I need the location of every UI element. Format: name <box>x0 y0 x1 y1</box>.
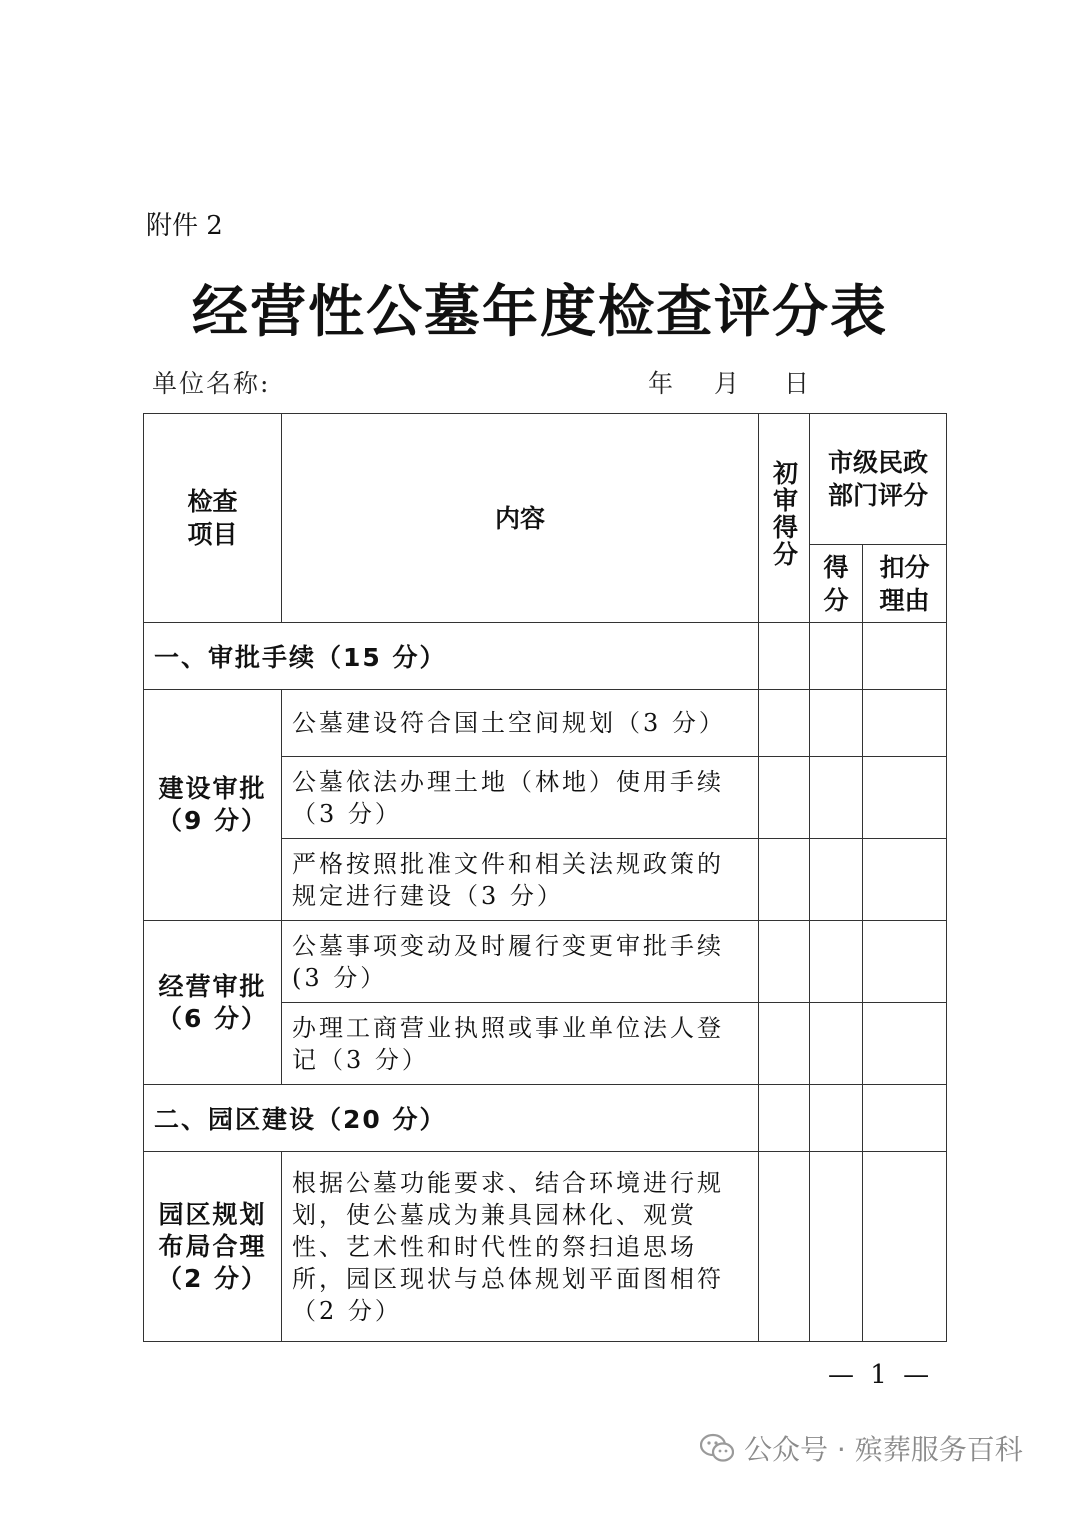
date-month-label: 月 <box>714 369 742 398</box>
score-cell[interactable] <box>810 690 863 757</box>
score-cell[interactable] <box>863 1085 947 1152</box>
wechat-icon <box>700 1433 734 1463</box>
content-cell: 公墓依法办理土地（林地）使用手续（3 分） <box>282 757 759 839</box>
category-cell: 经营审批 （6 分） <box>144 921 282 1085</box>
watermark-text: 公众号 · 殡葬服务百科 <box>744 1433 1023 1466</box>
score-cell[interactable] <box>863 690 947 757</box>
section-title: 二、园区建设（20 分） <box>144 1085 759 1152</box>
score-cell[interactable] <box>863 1152 947 1342</box>
score-cell[interactable] <box>759 623 810 690</box>
score-cell[interactable] <box>810 1003 863 1085</box>
content-cell: 根据公墓功能要求、结合环境进行规划，使公墓成为兼具园林化、观赏性、艺术性和时代性的祭扫追思场所，园区现状与总体规划平面图相符（2 分） <box>282 1152 759 1342</box>
page-number: — 1 — <box>828 1360 934 1390</box>
category-cell: 园区规划 布局合理 （2 分） <box>144 1152 282 1342</box>
score-cell[interactable] <box>810 757 863 839</box>
score-cell[interactable] <box>810 1152 863 1342</box>
score-cell[interactable] <box>759 921 810 1003</box>
header-score: 得 分 <box>810 545 863 623</box>
score-cell[interactable] <box>810 623 863 690</box>
header-city-eval: 市级民政 部门评分 <box>810 414 947 545</box>
score-cell[interactable] <box>759 757 810 839</box>
content-cell: 公墓建设符合国土空间规划（3 分） <box>282 690 759 757</box>
watermark <box>700 1428 1023 1468</box>
score-cell[interactable] <box>863 1003 947 1085</box>
section-row <box>144 1085 947 1152</box>
score-table <box>143 413 947 1342</box>
table-row <box>144 921 947 1003</box>
section-row <box>144 623 947 690</box>
date-day-label: 日 <box>784 369 812 398</box>
header-initial-score: 初审得分 <box>759 414 810 623</box>
score-cell[interactable] <box>863 757 947 839</box>
score-cell[interactable] <box>810 921 863 1003</box>
score-cell[interactable] <box>810 1085 863 1152</box>
score-cell[interactable] <box>863 921 947 1003</box>
content-cell: 严格按照批准文件和相关法规政策的规定进行建设（3 分） <box>282 839 759 921</box>
score-cell[interactable] <box>810 839 863 921</box>
header-deduction: 扣分 理由 <box>863 545 947 623</box>
content-cell: 公墓事项变动及时履行变更审批手续(3 分） <box>282 921 759 1003</box>
score-cell[interactable] <box>863 623 947 690</box>
section-title: 一、审批手续（15 分） <box>144 623 759 690</box>
content-cell: 办理工商营业执照或事业单位法人登记（3 分） <box>282 1003 759 1085</box>
page-title: 经营性公墓年度检查评分表 <box>192 280 888 345</box>
header-item: 检查 项目 <box>144 414 282 623</box>
date-year-label: 年 <box>648 369 676 398</box>
score-cell[interactable] <box>759 690 810 757</box>
annex-label: 附件 2 <box>146 211 223 241</box>
unit-name-label: 单位名称: <box>152 369 271 398</box>
score-cell[interactable] <box>759 839 810 921</box>
category-cell: 建设审批 （9 分） <box>144 690 282 921</box>
score-cell[interactable] <box>759 1003 810 1085</box>
score-cell[interactable] <box>759 1085 810 1152</box>
score-cell[interactable] <box>759 1152 810 1342</box>
score-cell[interactable] <box>863 839 947 921</box>
header-content: 内容 <box>282 414 759 623</box>
table-row <box>144 690 947 757</box>
table-row <box>144 1152 947 1342</box>
